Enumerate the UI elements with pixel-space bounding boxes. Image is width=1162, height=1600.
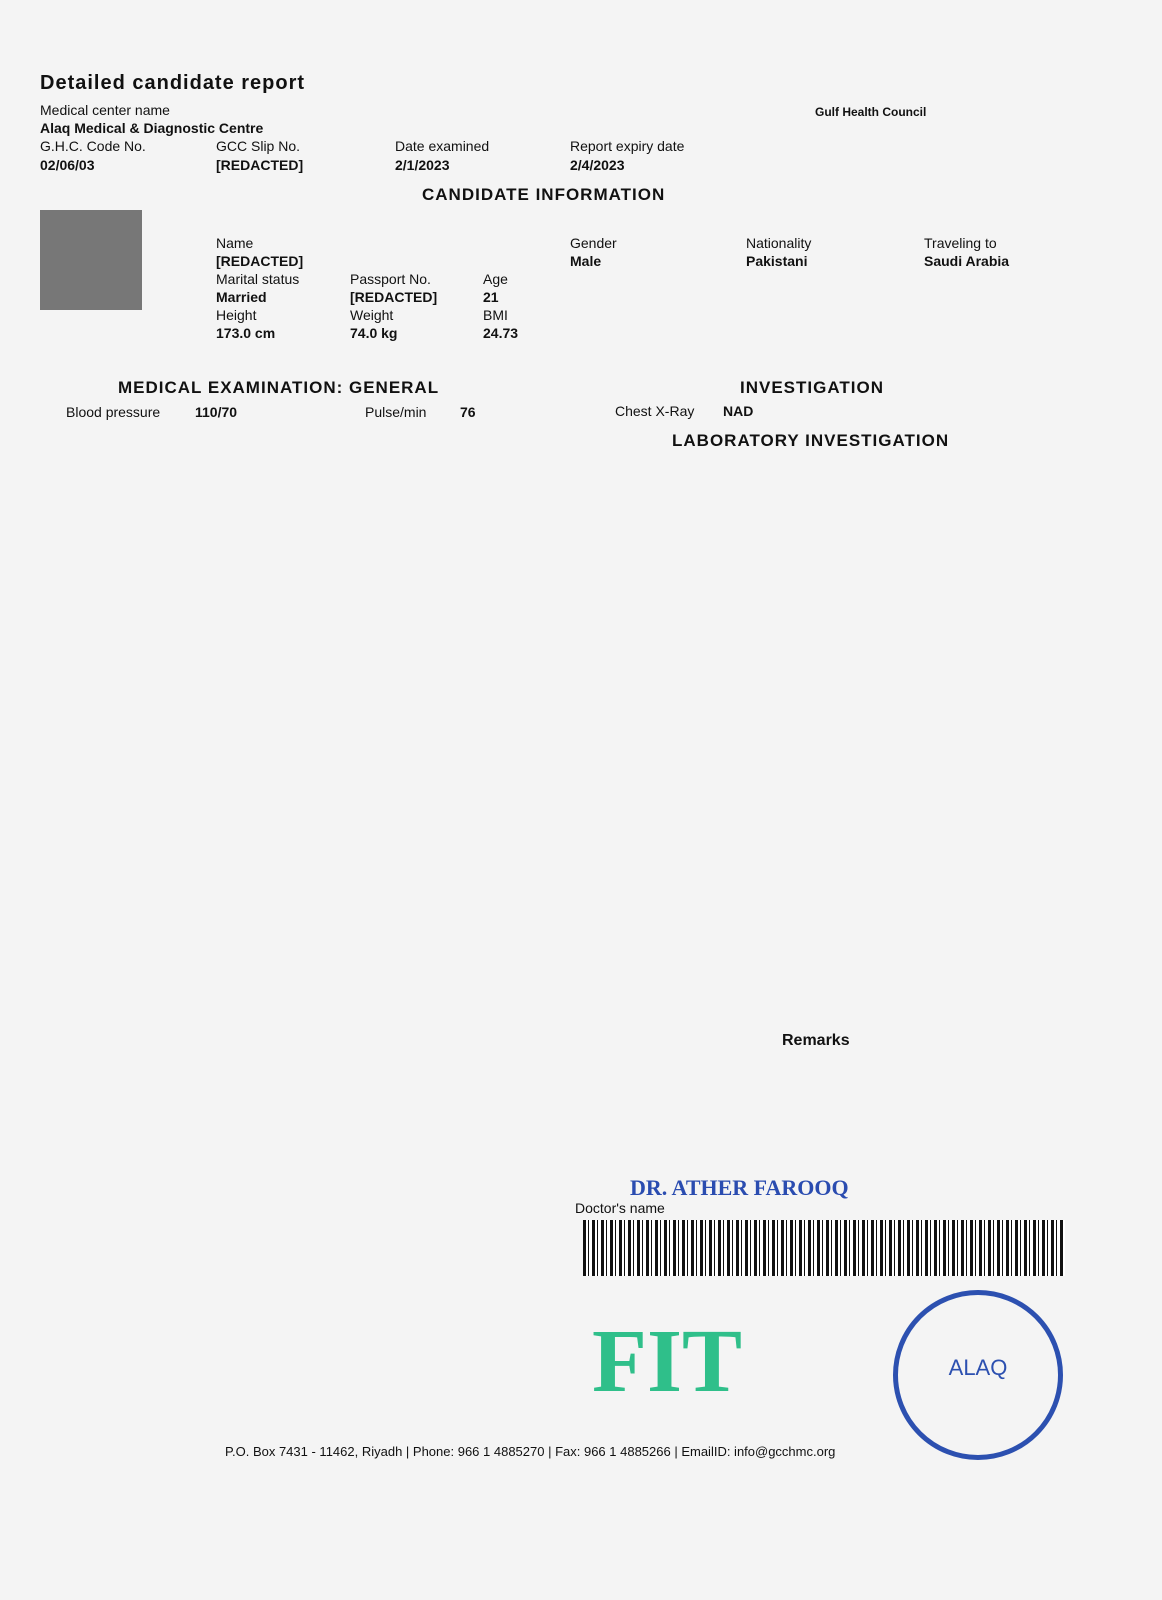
bp-value: 110/70 (195, 404, 238, 420)
xray-value: NAD (723, 403, 754, 419)
nationality-label: Nationality (746, 235, 812, 251)
expiry-value: 2/4/2023 (570, 157, 625, 173)
center-name: Alaq Medical & Diagnostic Centre (40, 120, 264, 136)
fit-stamp: FIT (592, 1312, 743, 1411)
general-section: MEDICAL EXAMINATION: GENERAL (118, 378, 440, 397)
marital-value: Married (216, 289, 267, 305)
name-label: Name (216, 235, 254, 251)
travel-label: Traveling to (924, 235, 997, 251)
ghc-label: G.H.C. Code No. (40, 138, 146, 154)
bp-label: Blood pressure (66, 404, 161, 420)
travel-value: Saudi Arabia (924, 253, 1010, 269)
stamp-text: ALAQ (948, 1355, 1008, 1380)
bmi-value: 24.73 (483, 325, 519, 341)
bmi-label: BMI (483, 307, 508, 323)
height-label: Height (216, 307, 257, 323)
marital-label: Marital status (216, 271, 300, 287)
pulse-label: Pulse/min (365, 404, 427, 420)
xray-label: Chest X-Ray (615, 403, 695, 419)
report-title: Detailed candidate report (40, 72, 306, 94)
lab-section: LABORATORY INVESTIGATION (672, 431, 950, 450)
exam-value: 2/1/2023 (395, 157, 450, 173)
candidate-photo (40, 210, 142, 310)
ghc-value: 02/06/03 (40, 157, 95, 173)
name-value: [REDACTED] (216, 253, 304, 269)
doctor-label: Doctor's name (575, 1200, 665, 1216)
nationality-value: Pakistani (746, 253, 808, 269)
doctor-name: DR. ATHER FAROOQ (630, 1175, 849, 1200)
gender-value: Male (570, 253, 602, 269)
remarks-heading: Remarks (782, 1032, 850, 1049)
slip-value: [REDACTED] (216, 157, 304, 173)
investigation-section: INVESTIGATION (740, 378, 884, 397)
weight-value: 74.0 kg (350, 325, 398, 341)
expiry-label: Report expiry date (570, 138, 685, 154)
passport-value: [REDACTED] (350, 289, 438, 305)
gender-label: Gender (570, 235, 617, 251)
center-stamp (893, 1290, 1063, 1460)
age-label: Age (483, 271, 508, 287)
passport-label: Passport No. (350, 271, 431, 287)
height-value: 173.0 cm (216, 325, 276, 341)
weight-label: Weight (350, 307, 394, 323)
pulse-value: 76 (460, 404, 476, 420)
age-value: 21 (483, 289, 499, 305)
council-name: Gulf Health Council (815, 105, 927, 119)
center-label: Medical center name (40, 102, 170, 118)
candidate-section: CANDIDATE INFORMATION (422, 185, 666, 204)
exam-label: Date examined (395, 138, 490, 154)
barcode (583, 1220, 1065, 1276)
footer-contact: P.O. Box 7431 - 11462, Riyadh | Phone: 966 1 4885270 | Fax: 966 1 4885266 | EmailID: info@gcchmc.org (225, 1444, 836, 1459)
slip-label: GCC Slip No. (216, 138, 301, 154)
